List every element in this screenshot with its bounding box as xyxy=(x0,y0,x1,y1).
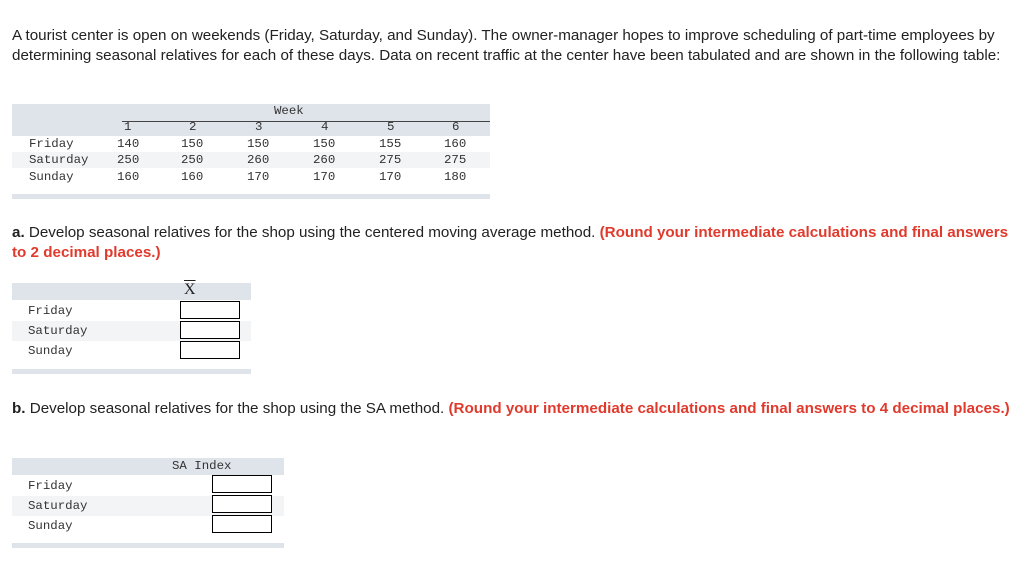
row-label-saturday: Saturday xyxy=(28,324,88,338)
part-a-answer-table xyxy=(12,283,251,375)
row-label-friday: Friday xyxy=(28,479,73,493)
week-header: Week xyxy=(274,104,304,118)
column-header: 3 xyxy=(255,120,263,134)
table-cell: 150 xyxy=(181,137,204,151)
table-cell: 260 xyxy=(247,153,270,167)
header-divider xyxy=(122,121,490,122)
row-label-sunday: Sunday xyxy=(28,519,73,533)
part-a-rounding-note: (Round your intermediate calculations and final answers to 2 decimal places.) xyxy=(12,224,1009,261)
table-cell: 170 xyxy=(379,170,402,184)
table-footer-band xyxy=(12,194,490,199)
table-cell: 275 xyxy=(444,153,467,167)
answer-header-band xyxy=(12,283,251,300)
part-b-text: Develop seasonal relatives for the shop using the SA method. xyxy=(25,400,449,417)
table-cell: 250 xyxy=(181,153,204,167)
table-cell: 160 xyxy=(444,137,467,151)
x-bar-header: $\overline{X}$ xyxy=(184,281,196,298)
table-cell: 180 xyxy=(444,170,467,184)
saturday-sa-index-input[interactable] xyxy=(212,495,272,513)
part-b-answer-table xyxy=(12,458,284,550)
answer-footer-band xyxy=(12,543,284,548)
part-b-label: b. xyxy=(12,400,26,417)
table-cell: 170 xyxy=(313,170,336,184)
friday-relative-input[interactable] xyxy=(180,301,240,319)
row-label-saturday: Saturday xyxy=(28,499,88,513)
table-cell: 260 xyxy=(313,153,336,167)
table-cell: 150 xyxy=(313,137,336,151)
answer-header-band xyxy=(12,458,284,475)
friday-sa-index-input[interactable] xyxy=(212,475,272,493)
column-header: 5 xyxy=(387,120,395,134)
answer-footer-band xyxy=(12,369,251,374)
table-cell: 160 xyxy=(117,170,140,184)
column-header: 4 xyxy=(321,120,329,134)
problem-intro: A tourist center is open on weekends (Friday, Saturday, and Sunday). The owner-manager hopes to improve scheduling of part-time employees by determining seasonal relatives for each of these days. Data on recent traffic at the center have been tabulated and are shown in the following table: xyxy=(12,27,1001,64)
part-b-rounding-note: (Round your intermediate calculations and final answers to 4 decimal places.) xyxy=(448,400,1010,417)
row-label: Saturday xyxy=(29,153,89,167)
row-label-sunday: Sunday xyxy=(28,344,73,358)
column-header: 1 xyxy=(124,120,132,134)
part-a-text: Develop seasonal relatives for the shop using the centered moving average method. xyxy=(24,224,600,241)
column-header: 6 xyxy=(452,120,460,134)
table-cell: 140 xyxy=(117,137,140,151)
row-label: Sunday xyxy=(29,170,74,184)
sunday-sa-index-input[interactable] xyxy=(212,515,272,533)
sunday-relative-input[interactable] xyxy=(180,341,240,359)
row-label-friday: Friday xyxy=(28,304,73,318)
table-cell: 275 xyxy=(379,153,402,167)
saturday-relative-input[interactable] xyxy=(180,321,240,339)
row-label: Friday xyxy=(29,137,74,151)
table-cell: 170 xyxy=(247,170,270,184)
part-a-question xyxy=(12,223,1017,262)
sa-index-header: SA Index xyxy=(172,459,232,473)
table-header-band xyxy=(12,104,490,136)
column-header: 2 xyxy=(189,120,197,134)
table-cell: 155 xyxy=(379,137,402,151)
table-cell: 150 xyxy=(247,137,270,151)
table-cell: 250 xyxy=(117,153,140,167)
part-a-label: a. xyxy=(12,224,25,241)
table-cell: 160 xyxy=(181,170,204,184)
part-b-question xyxy=(12,399,1017,419)
